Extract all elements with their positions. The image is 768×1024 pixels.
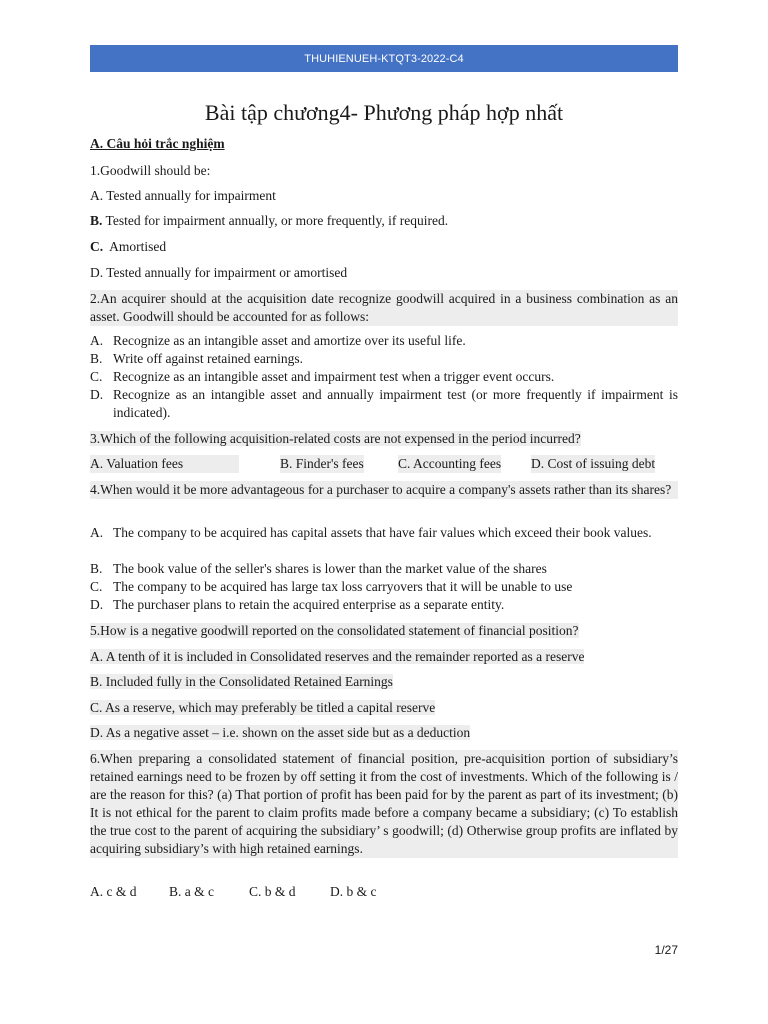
q5-option-b	[90, 673, 678, 691]
q5-option-d	[90, 724, 678, 742]
q6-question: 6.When preparing a consolidated statement of financial position, pre-acquisition portion of subsidiary’s retained earnings need to be frozen by off setting it from the cost of investments. Which of the following is / are the reason for this? (a) That portion of profit has been paid for by the parent as part of its investment; (b) It is not ethical for the parent to claim profits made before a company became a subsidiary; (c) To establish the true cost to the parent of acquiring the subsidiary’ s goodwill; (d) Otherwise group profits are inflated by acquiring subsidiary’s with high retained earnings.	[90, 751, 678, 856]
q4-option-b-label: B.	[90, 561, 103, 576]
q1-option-c-text: Amortised	[103, 239, 167, 254]
q2-option-d-label: D.	[90, 387, 104, 402]
q5-option-a	[90, 648, 678, 666]
q6-option-b: B. a & c	[169, 884, 214, 899]
q3-question	[90, 430, 678, 448]
q4-option-d	[90, 596, 678, 614]
q1-option-b-label: B.	[90, 213, 103, 228]
q2-option-b-text: Write off against retained earnings.	[113, 351, 304, 366]
q1-option-b-text: Tested for impairment annually, or more frequently, if required.	[102, 213, 449, 228]
q2-option-b-label: B.	[90, 351, 103, 366]
q4-option-b-text: The book value of the seller's shares is lower than the market value of the shares	[113, 561, 547, 576]
q4-option-c	[90, 578, 678, 596]
q5-question-text: 5.How is a negative goodwill reported on the consolidated statement of financial position?	[90, 623, 579, 638]
q1-option-c-label: C.	[90, 239, 104, 254]
q2-question: 2.An acquirer should at the acquisition date recognize goodwill acquired in a business combination as an asset. Goodwill should be accounted for as follows:	[90, 291, 678, 324]
document-header-bar	[90, 45, 678, 72]
q4-option-a-text: The company to be acquired has capital assets that have fair values which exceed their book values.	[113, 525, 652, 540]
header-text: THUHIENUEH-KTQT3-2022-C4	[304, 52, 464, 65]
q3-option-d: D. Cost of issuing debt	[531, 456, 656, 471]
q3-option-c: C. Accounting fees	[398, 456, 502, 471]
q2-option-b	[90, 350, 678, 368]
q3-question-text: 3.Which of the following acquisition-related costs are not expensed in the period incurred?	[90, 431, 581, 446]
page-number: 1/27	[654, 943, 678, 957]
q4-option-c-text: The company to be acquired has large tax loss carryovers that it will be unable to use	[113, 579, 573, 594]
q2-option-d-text: Recognize as an intangible asset and annually impairment test (or more frequently if impairment is indicated).	[113, 387, 678, 420]
q4-option-d-label: D.	[90, 597, 104, 612]
q5-question	[90, 622, 678, 640]
q5-option-b-text: B. Included fully in the Consolidated Retained Earnings	[90, 674, 393, 689]
q1-option-c	[90, 238, 678, 256]
q4-option-c-label: C.	[90, 579, 103, 594]
q4-question: 4.When would it be more advantageous for a purchaser to acquire a company's assets rather than its shares?	[90, 481, 678, 499]
q2-option-a-text: Recognize as an intangible asset and amortize over its useful life.	[113, 333, 466, 348]
q6-option-a: A. c & d	[90, 884, 137, 899]
q5-option-d-text: D. As a negative asset – i.e. shown on the asset side but as a deduction	[90, 725, 471, 740]
q2-option-a	[90, 332, 678, 350]
q3-option-a: A. Valuation fees	[90, 455, 239, 473]
q2-option-c-label: C.	[90, 369, 103, 384]
q5-option-c	[90, 699, 678, 717]
q2-option-a-label: A.	[90, 333, 104, 348]
q3-option-b: B. Finder's fees	[280, 456, 364, 471]
q4-option-a-label: A.	[90, 525, 104, 540]
section-heading: A. Câu hỏi trắc nghiệm	[90, 136, 225, 151]
q6-option-d: D. b & c	[330, 884, 377, 899]
q1-option-d: D. Tested annually for impairment or amortised	[90, 265, 348, 280]
q5-option-a-text: A. A tenth of it is included in Consolidated reserves and the remainder reported as a reserve	[90, 649, 585, 664]
q4-option-a	[90, 524, 678, 542]
page-title: Bài tập chương4- Phương pháp hợp nhất	[204, 100, 564, 125]
q1-question: 1.Goodwill should be:	[90, 163, 211, 178]
q1-option-a: A. Tested annually for impairment	[90, 188, 276, 203]
q2-option-d	[90, 386, 678, 422]
q1-option-b	[90, 212, 678, 230]
q5-option-c-text: C. As a reserve, which may preferably be titled a capital reserve	[90, 700, 436, 715]
q2-option-c-text: Recognize as an intangible asset and impairment test when a trigger event occurs.	[113, 369, 555, 384]
q4-option-d-text: The purchaser plans to retain the acquired enterprise as a separate entity.	[113, 597, 505, 612]
q6-option-c: C. b & d	[249, 884, 296, 899]
q2-option-c	[90, 368, 678, 386]
q4-option-b	[90, 560, 678, 578]
